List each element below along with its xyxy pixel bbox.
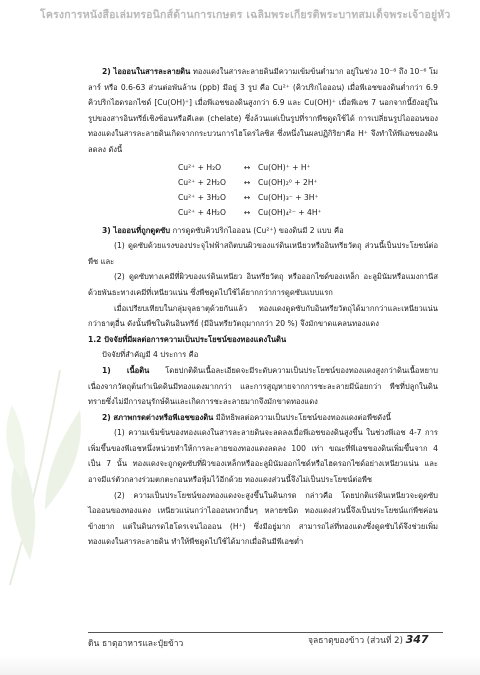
paragraph: เมื่อเปรียบเทียบในกลุ่มจุลธาตุด้วยกันแล้ว ทองแดงดูดซับกับอินทรียวัตถุได้มากกว่าและเหนียวแน่นกว่าธาตุอื่น ดังนั้นพืชในดินอินทรีย์ (มีอินทรียวัตถุมากกว่า 20 %) จึงมักขาดแคลนทองแดง	[88, 303, 438, 329]
main-content	[88, 64, 438, 550]
paragraph: (2) ดูดซับทางเคมีที่ผิวของแร่ดินเหนียว อินทรียวัตถุ หรือออกไซด์ของเหล็ก อะลูมินัมหรือแมงกานีส ด้วยพันธะทางเคมีที่เหนียวแน่น ซึ่งพืชดูดไปใช้ได้ยากกว่าการดูดซับแบบแรก	[88, 272, 438, 297]
factor-text: มีอิทธิพลต่อความเป็นประโยชน์ของทองแดงต่อพืชดังนี้	[215, 412, 391, 422]
factor-heading: 1) เนื้อดิน	[102, 365, 150, 375]
page-bottom-shade	[0, 655, 480, 675]
hydrolysis-equations	[178, 160, 438, 220]
factor-text: โดยปกติดินเนื้อละเอียดจะมีระดับความเป็นประโยชน์ของทองแดงสูงกว่าดินเนื้อหยาบ เนื่องจากวัตถุต้นกำเนิดดินมีทองแดงมากกว่า และการสูญหายจากการชะละลายมีน้อยกว่า พืชที่ปลูกในดินทรายซึ่งไม่มีการอนุรักษ์ดินและเกิดการชะละลายมากจึงมักขาดทองแดง	[88, 365, 438, 407]
paragraph: (1) ดูดซับด้วยแรงของประจุไฟฟ้าสถิตบนผิวของแร่ดินเหนียวหรืออินทรียวัตถุ ส่วนนี้เป็นประโยชน์ต่อพืช และ	[88, 241, 438, 266]
subsection-heading: 1.2 ปัจจัยที่มีผลต่อการความเป็นประโยชน์ของทองแดงในดิน	[88, 334, 287, 344]
factor-ph	[88, 410, 438, 426]
factor-texture	[88, 363, 438, 410]
footer-chapter-title: จุลธาตุของข้าว (ส่วนที่ 2)	[308, 636, 403, 646]
paragraph: (1) ความเข้มข้นของทองแดงในสารละลายดินจะลดลงเมื่อพีเอชของดินสูงขึ้น ในช่วงพีเอช 4-7 การเพิ่มขึ้นของพีเอชหนึ่งหน่วยทำให้การละลายของทองแดงลดลง 100 เท่า ขณะที่พีเอชของดินเพิ่มขึ้นจาก 4 เป็น 7 นั้น ทองแดงจะถูกดูดซับที่ผิวของเหล็กหรืออะลูมินัมออกไซด์หรือไฮดรอกไซด์อย่างเหนียวแน่น และอาจมีแร่ตัวกลางร่วมตกตะกอนหรือหุ้มไว้อีกด้วย ทองแดงส่วนนี้จึงไม่เป็นประโยชน์ต่อพืช	[88, 428, 438, 485]
section-text: การดูดซับคิวปริกไอออน (Cu²⁺) ของดินมี 2 แบบ คือ	[172, 225, 344, 235]
section-heading: 3) ไอออนที่ถูกดูดซับ	[102, 225, 171, 235]
page-number: 347	[405, 633, 429, 646]
equation-row: Cu²⁺ + 2H₂O ↔ Cu(OH)₂⁰ + 2H⁺	[178, 177, 318, 187]
footer-book-title: ดิน ธาตุอาหารและปุ๋ยข้าว	[88, 639, 184, 649]
equation-row: Cu²⁺ + 4H₂O ↔ Cu(OH)₄²⁻ + 4H⁺	[178, 207, 322, 217]
section-adsorbed-ions	[88, 223, 438, 239]
section-text: ทองแดงในสารละลายดินมีความเข้มข้นต่ำมาก อยู่ในช่วง 10⁻⁸ ถึง 10⁻⁶ โมลาร์ หรือ 0.6-63 ส่วนต่อพันล้าน (ppb) มีอยู่ 3 รูป คือ Cu²⁺ (คิวปริกไอออน) เมื่อพีเอชของดินต่ำกว่า 6.9 คิวปริกไฮดรอกไซด์ [Cu(OH)⁺] เมื่อพีเอชของดินสูงกว่า 6.9 และ Cu(OH)⁺ เมื่อพีเอช 7 นอกจากนี้ยังอยู่ในรูปของสารอินทรีย์เชิงซ้อนหรือคีเลต (chelate) ซึ่งล้วนแต่เป็นรูปที่รากพืชดูดใช้ได้ การเปลี่ยนรูปไอออนของทองแดงในสารละลายดินเกิดจากกระบวนการไฮโดรไลซิส ซึ่งหนึ่งในผลปฏิกิริยาคือ H⁺ จึงทำให้พีเอชของดินลดลง ดังนี้	[88, 67, 438, 154]
factor-heading: 2) สภาพกรดต่างหรือพีเอชของดิน	[102, 412, 214, 422]
leaf-watermark	[0, 360, 95, 590]
footer-chapter	[308, 633, 429, 647]
paragraph: ปัจจัยที่สำคัญมี 4 ประการ คือ	[102, 350, 199, 360]
section-ions-in-solution	[88, 64, 438, 158]
page-header	[0, 0, 480, 30]
paragraph: (2) ความเป็นประโยชน์ของทองแดงจะสูงขึ้นในดินกรด กล่าวคือ โดยปกติแร่ดินเหนียวจะดูดซับไอออนของทองแดง เหนียวแน่นกว่าไอออนพวกอื่นๆ หลายชนิด ทองแดงส่วนนี้จึงเป็นประโยชน์แก่พืชค่อนข้างยาก แต่ในดินกรดไฮโดรเจนไอออน (H⁺) ซึ่งมีอยู่มาก สามารถไล่ที่ทองแดงซึ่งดูดซับได้จึงช่วยเพิ่มทองแดงในสารละลายดิน ทำให้พืชดูดไปใช้ได้มากเมื่อดินมีพีเอชต่ำ	[88, 490, 438, 547]
header-title: โครงการหนังสือเล่มทรอนิกส์ด้านการเกษตร เฉลิมพระเกียรติพระบาทสมเด็จพระเจ้าอยู่หัว	[40, 9, 451, 21]
equation-row: Cu²⁺ + H₂O ↔ Cu(OH)⁺ + H⁺	[178, 162, 311, 172]
section-heading: 2) ไอออนในสารละลายดิน	[102, 67, 191, 76]
equation-row: Cu²⁺ + 3H₂O ↔ Cu(OH)₃⁻ + 3H⁺	[178, 192, 319, 202]
